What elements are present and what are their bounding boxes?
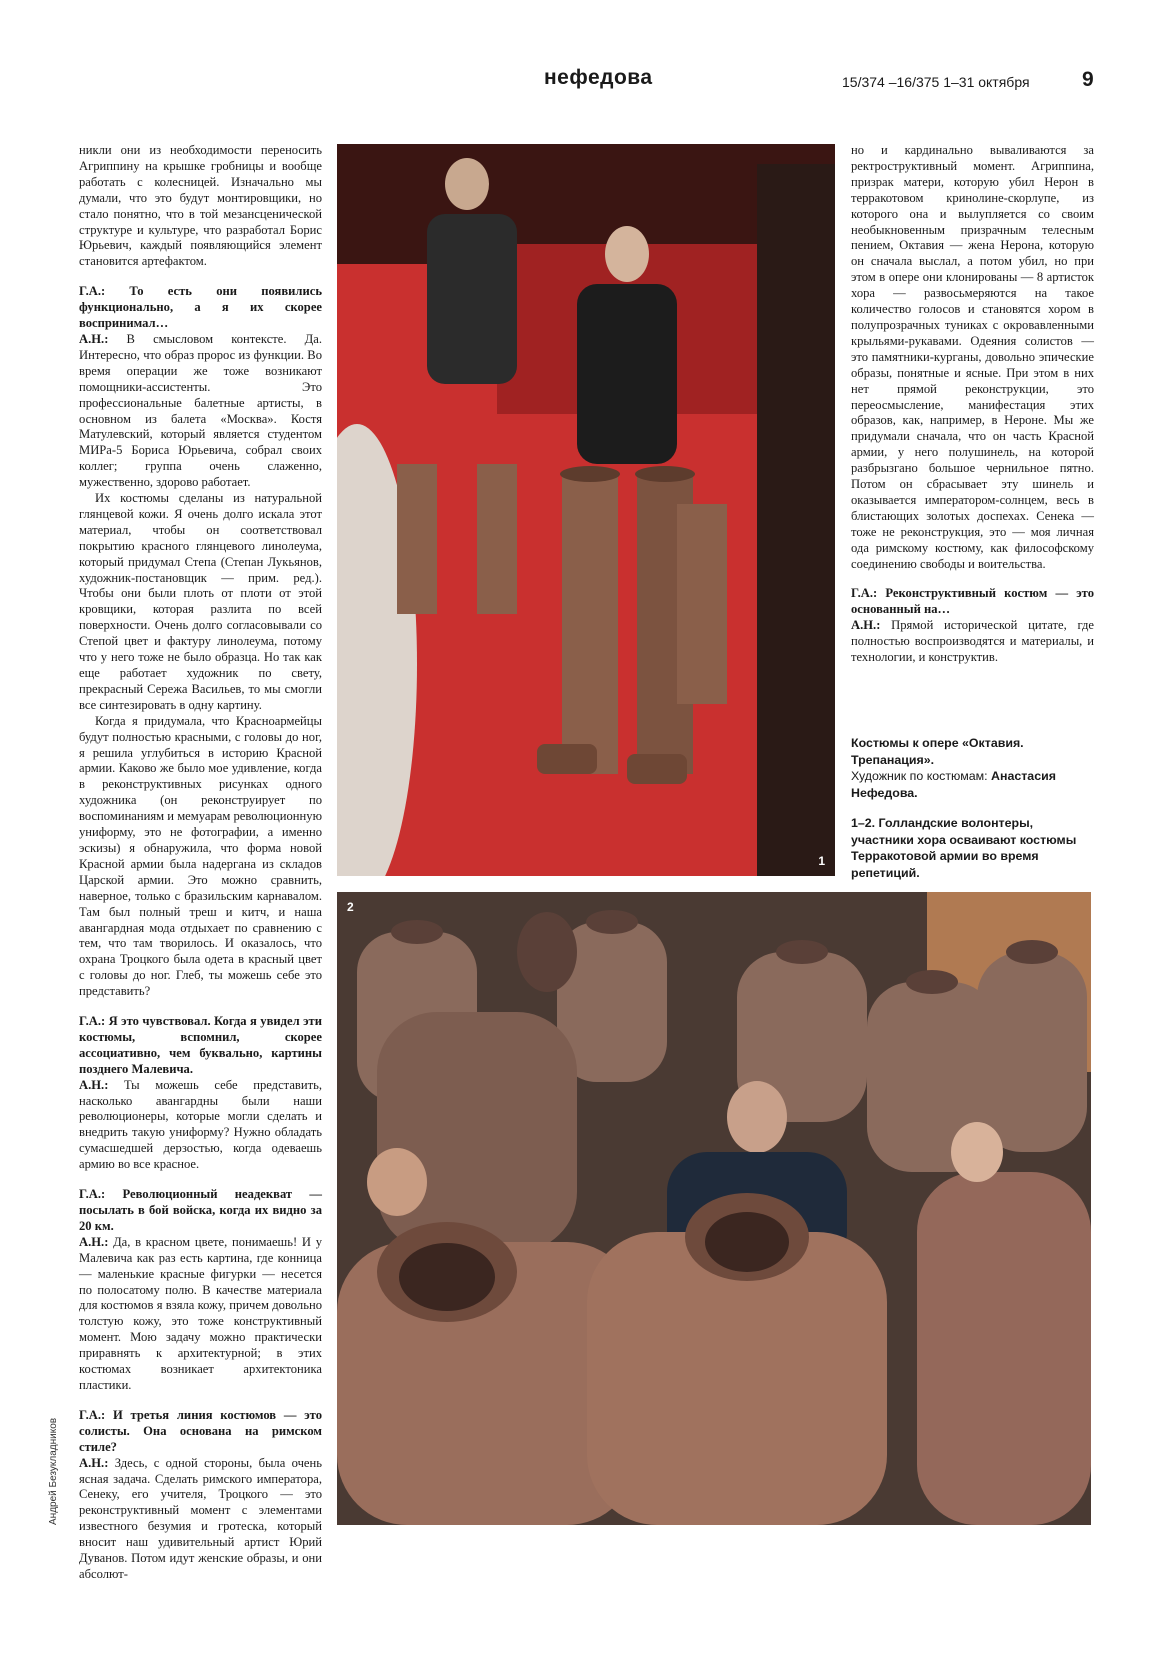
speaker: А.Н.: <box>79 1077 109 1092</box>
header-title: нефедова <box>544 66 653 89</box>
photo-rehearsal-red-stage <box>337 144 835 876</box>
answer-text: Здесь, с одной стороны, была очень ясная задача. Сделать римского императора, Сенеку, его учителя, Троцкого — это реконструктивный момент с элементами известного безумия и гротеска, который вносит наш удивительный артист Юрий Дуванов. Потом идут женские образы, и они абсолют- <box>79 1455 322 1581</box>
photo-terracotta-illustration <box>337 892 1091 1525</box>
question: Г.А.: Реконструктивный костюм — это основанный на… <box>851 586 1094 617</box>
answer-text: Прямой исторической цитате, где полностью воспроизводятся и материалы, и технологии, и конструктив. <box>851 618 1094 665</box>
photo-terracotta-costumes <box>337 892 1091 1525</box>
question: Г.А.: Я это чувствовал. Когда я увидел эти костюмы, вспомнил, скорее ассоциативно, чем буквально, картины позднего Малевича. <box>79 1014 322 1076</box>
photo-number: 2 <box>347 900 354 914</box>
answer-text: Ты можешь себе представить, насколько авангардны были наши революционеры, которые могли сделать и внедрить такую униформу? Нужно обладать сумасшедшей дерзостью, когда одеваешь армию во все красное. <box>79 1077 322 1172</box>
caption-credit <box>851 768 1096 801</box>
answer <box>79 1456 322 1583</box>
answer <box>79 332 322 491</box>
answer-text: В смысловом контексте. Да. Интересно, что образ пророс из функции. Во время операции же тоже возникают помощники-ассистенты. Это профессиональные балетные артисты, в основном из балета «Москва». Костя Матулевский, который является студентом МИРа-5 Бориса Юрьевича, собрал своих коллег; группа очень слаженно, мужественно, здорово работает. <box>79 331 322 490</box>
caption-credit-label: Художник по костюмам: <box>851 769 992 783</box>
answer-text: Да, в красном цвете, понимаешь! И у Малевича как раз есть картина, где конница — маленькие красные фигурки — несется по полосатому полю. В качестве материала для костюмов я взяла кожу, причем довольно толстую кожу, это тоже конструктивный момент. Мою задачу можно практически приравнять к архитектурной; в этих костюмах возникает архитектоника пластики. <box>79 1234 322 1392</box>
caption-credit-name: Анастасия Нефедова. <box>851 769 1056 800</box>
speaker: А.Н.: <box>851 618 881 633</box>
paragraph: Когда я придумала, что Красноармейцы будут полностью красными, с головы до ног, я решила углубиться в историю Красной армии. Каково же было мое удивление, когда в реконструктивных рисунках одного художника (он реконструирует по воспоминаниям и мемуарам революционную униформу, это не фотографии, а именно эскизы) я обнаружила, что форма новой Красной армии была надергана из складов Царской армии. Это можно сравнить, наверное, только с бразильским карнавалом. Там был полный треш и китч, и наша авангардная мода отдыхает по сравнению с тем, что там творилось. И оказалось, что охрана Троцкого была одета в красный цвет с головы до ног. Глеб, ты можешь себе это представить? <box>79 713 322 999</box>
header-issue: 15/374 –16/375 1–31 октября <box>842 74 1030 90</box>
answer <box>79 1235 322 1394</box>
question: Г.А.: И третья линия костюмов — это солисты. Она основана на римском стиле? <box>79 1407 322 1454</box>
photo-caption <box>851 735 1096 881</box>
speaker: А.Н.: <box>79 1234 109 1249</box>
paragraph: Их костюмы сделаны из натуральной глянцевой кожи. Я очень долго искала этот материал, чтобы он соответствовал покрытию красного глянцевого линолеума, который придумал Степа (Степан Лукьянов, художник-постановщик — прим. ред.). Чтобы они были плоть от плоти от этой кровщики, которая разлита по всей поверхности. Очень долго согласовывали со Степой цвет и фактуру линолеума, потому что у него тоже не было образца. Но так как еще работает художник по свету, прекрасный Сережа Васильев, то мы смогли все синтезировать в одну картину. <box>79 491 322 712</box>
page-number: 9 <box>1082 68 1094 91</box>
caption-title: Костюмы к опере «Октавия. Трепанация». <box>851 736 1024 767</box>
speaker: А.Н.: <box>79 1455 109 1470</box>
question: Г.А.: Революционный неадекват — посылать в бой войска, когда их видно за 20 км. <box>79 1187 322 1233</box>
answer <box>79 1078 322 1173</box>
photo-rehearsal-illustration <box>337 144 835 876</box>
photo-credit: Андрей Безукладников <box>48 1417 59 1525</box>
paragraph: но и кардинально вываливаются за ректроструктивный момент. Агриппина, призрак матери, которую убил Нерон в терракотовом кринолине-скорлупе, из которого она и вылупляется со своим необыкновенным призрачным телесным пением, Октавия — жена Нерона, которую он сначала выслал, а потом убил, но при этом в опере они клонированы — 8 артисток хора — развосьмеряются на такое количество голосов и становятся хором в полупрозрачных туниках с окровавленными крыльями-рукавами. Одеяния солистов — это памятники-курганы, довольно эпические образы, понятные и ясные. При этом в них нет прямой реконструкции, это переосмысление, манифестация этих образов, как, например, в Нероне. Мы же придумали сначала, что он часть Красной армии, у него полушинель, на которой разбрызгано большое чернильное пятно. Потом он сбрасывает эту шинель и оказывается императором-солнцем, весь в блистающих золотых доспехах. Сенека — тоже не реконструкция, это — моя личная ода римскому костюму, как философскому соединению свободы и воительства. <box>851 143 1094 571</box>
paragraph: никли они из необходимости переносить Агриппину на крышке гробницы и вообще работать с колесницей. Изначально мы думали, что это будут монтировщики, но стало понятно, что в той мезансценической структуре и культуре, что разработал Борис Юрьевич, каждый появляющийся элемент становится артефактом. <box>79 143 322 269</box>
answer <box>851 618 1094 666</box>
photo-number: 1 <box>818 854 825 868</box>
caption-photos: 1–2. Голландские волонтеры, участники хора осваивают костюмы Терракотовой армии во время репетиций. <box>851 816 1077 880</box>
left-column <box>79 143 322 1583</box>
speaker: А.Н.: <box>79 331 109 346</box>
question: Г.А.: То есть они появились функционально, а я их скорее воспринимал… <box>79 284 322 331</box>
right-column <box>851 143 1094 666</box>
